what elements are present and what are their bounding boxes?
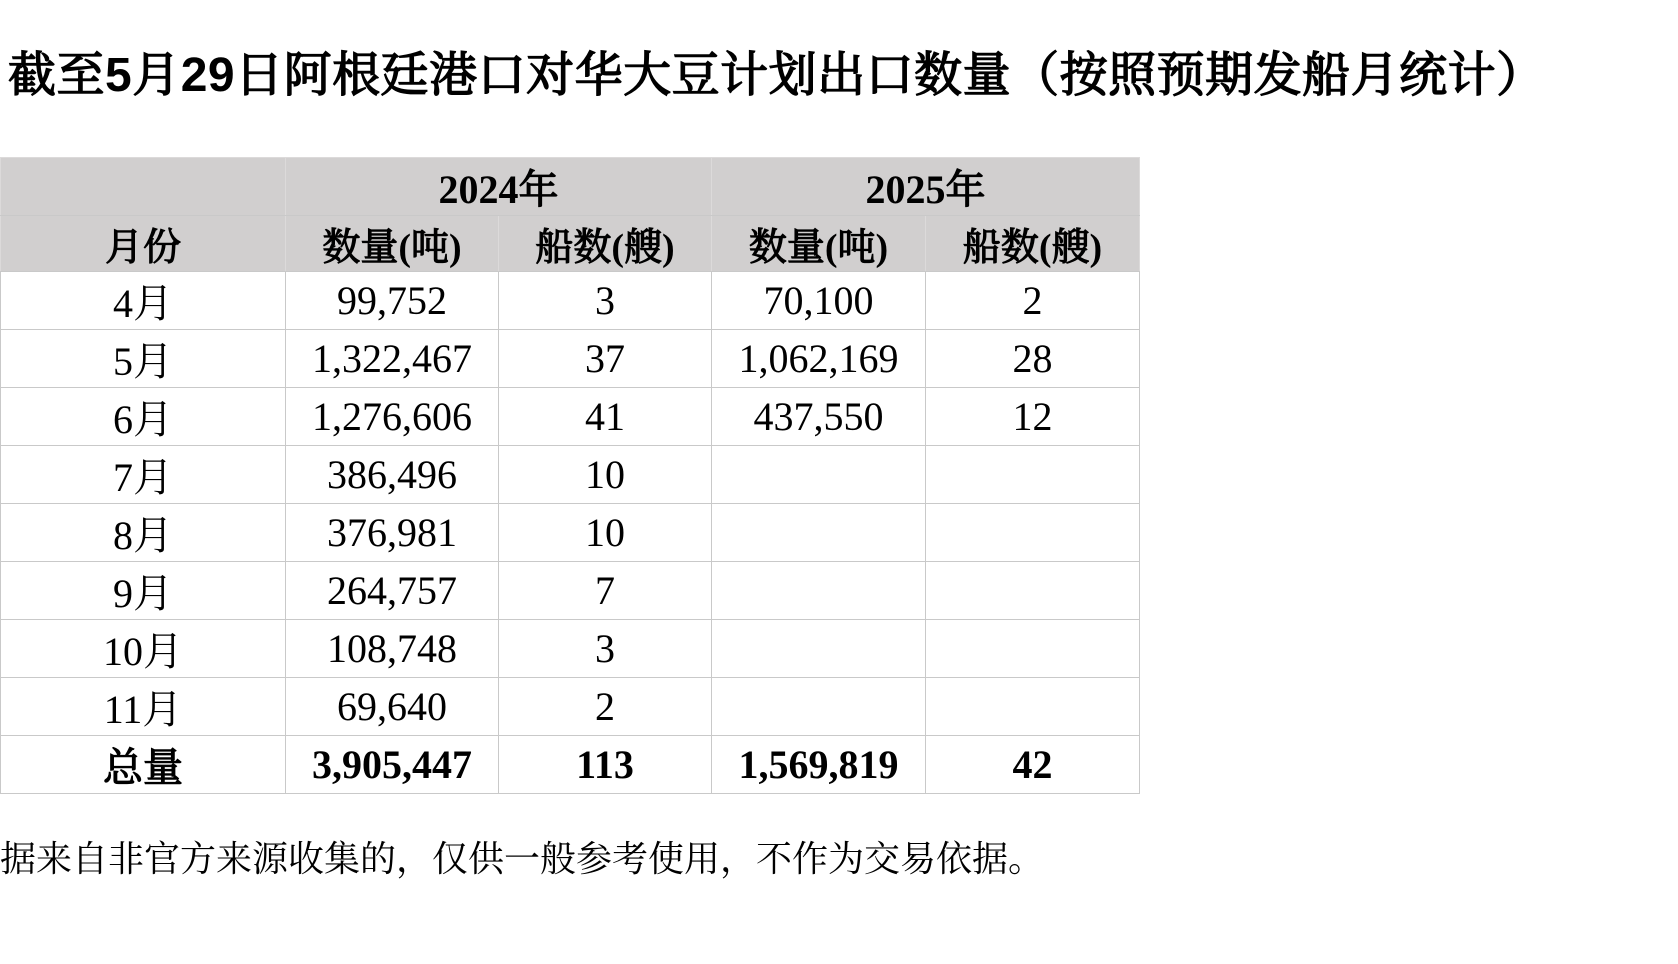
table-row-apr bbox=[1, 272, 1140, 330]
cell-month: 10月 bbox=[1, 620, 286, 678]
cell-ships-2025: 12 bbox=[926, 388, 1140, 446]
cell-month: 9月 bbox=[1, 562, 286, 620]
table-row-may bbox=[1, 330, 1140, 388]
blank-corner-cell bbox=[1, 158, 286, 216]
year-header-row bbox=[1, 158, 1140, 216]
cell-ships-2025: 28 bbox=[926, 330, 1140, 388]
cell-qty-2025 bbox=[712, 504, 926, 562]
cell-qty-2024: 1,322,467 bbox=[286, 330, 499, 388]
cell-ships-2025 bbox=[926, 678, 1140, 736]
month-column-header: 月份 bbox=[1, 216, 286, 272]
cell-ships-2024: 7 bbox=[499, 562, 712, 620]
cell-ships-2025 bbox=[926, 446, 1140, 504]
cell-total-label: 总量 bbox=[1, 736, 286, 794]
cell-qty-2024: 386,496 bbox=[286, 446, 499, 504]
cell-qty-2024: 264,757 bbox=[286, 562, 499, 620]
cell-total-ships-2024: 113 bbox=[499, 736, 712, 794]
cell-month: 4月 bbox=[1, 272, 286, 330]
cell-qty-2024: 69,640 bbox=[286, 678, 499, 736]
table-row-oct bbox=[1, 620, 1140, 678]
cell-ships-2024: 3 bbox=[499, 272, 712, 330]
cell-ships-2024: 10 bbox=[499, 446, 712, 504]
cell-total-ships-2025: 42 bbox=[926, 736, 1140, 794]
cell-month: 5月 bbox=[1, 330, 286, 388]
cell-qty-2025: 437,550 bbox=[712, 388, 926, 446]
cell-qty-2025 bbox=[712, 678, 926, 736]
cell-qty-2025 bbox=[712, 562, 926, 620]
table-row-jun bbox=[1, 388, 1140, 446]
cell-total-qty-2024: 3,905,447 bbox=[286, 736, 499, 794]
cell-ships-2024: 37 bbox=[499, 330, 712, 388]
page-title: 截至5月29日阿根廷港口对华大豆计划出口数量（按照预期发船月统计） bbox=[8, 49, 1545, 102]
cell-ships-2024: 3 bbox=[499, 620, 712, 678]
year-2024-header: 2024年 bbox=[286, 158, 712, 216]
table-row-jul bbox=[1, 446, 1140, 504]
cell-qty-2025 bbox=[712, 446, 926, 504]
disclaimer-note: 据来自非官方来源收集的，仅供一般参考使用，不作为交易依据。 bbox=[0, 838, 1045, 879]
cell-total-qty-2025: 1,569,819 bbox=[712, 736, 926, 794]
table-row-nov bbox=[1, 678, 1140, 736]
table-row-aug bbox=[1, 504, 1140, 562]
cell-month: 11月 bbox=[1, 678, 286, 736]
cell-ships-2025 bbox=[926, 562, 1140, 620]
cell-month: 8月 bbox=[1, 504, 286, 562]
cell-ships-2025 bbox=[926, 504, 1140, 562]
qty-2024-column-header: 数量(吨) bbox=[286, 216, 499, 272]
total-row bbox=[1, 736, 1140, 794]
cell-ships-2024: 2 bbox=[499, 678, 712, 736]
cell-qty-2024: 376,981 bbox=[286, 504, 499, 562]
cell-ships-2024: 10 bbox=[499, 504, 712, 562]
cell-ships-2024: 41 bbox=[499, 388, 712, 446]
cell-ships-2025 bbox=[926, 620, 1140, 678]
column-header-row bbox=[1, 216, 1140, 272]
cell-qty-2025: 1,062,169 bbox=[712, 330, 926, 388]
cell-month: 6月 bbox=[1, 388, 286, 446]
ships-2024-column-header: 船数(艘) bbox=[499, 216, 712, 272]
table-row-sep bbox=[1, 562, 1140, 620]
cell-qty-2025: 70,100 bbox=[712, 272, 926, 330]
cell-qty-2024: 108,748 bbox=[286, 620, 499, 678]
cell-qty-2024: 99,752 bbox=[286, 272, 499, 330]
qty-2025-column-header: 数量(吨) bbox=[712, 216, 926, 272]
year-2025-header: 2025年 bbox=[712, 158, 1140, 216]
cell-month: 7月 bbox=[1, 446, 286, 504]
soybean-export-table bbox=[0, 157, 1140, 794]
cell-qty-2025 bbox=[712, 620, 926, 678]
cell-ships-2025: 2 bbox=[926, 272, 1140, 330]
ships-2025-column-header: 船数(艘) bbox=[926, 216, 1140, 272]
cell-qty-2024: 1,276,606 bbox=[286, 388, 499, 446]
